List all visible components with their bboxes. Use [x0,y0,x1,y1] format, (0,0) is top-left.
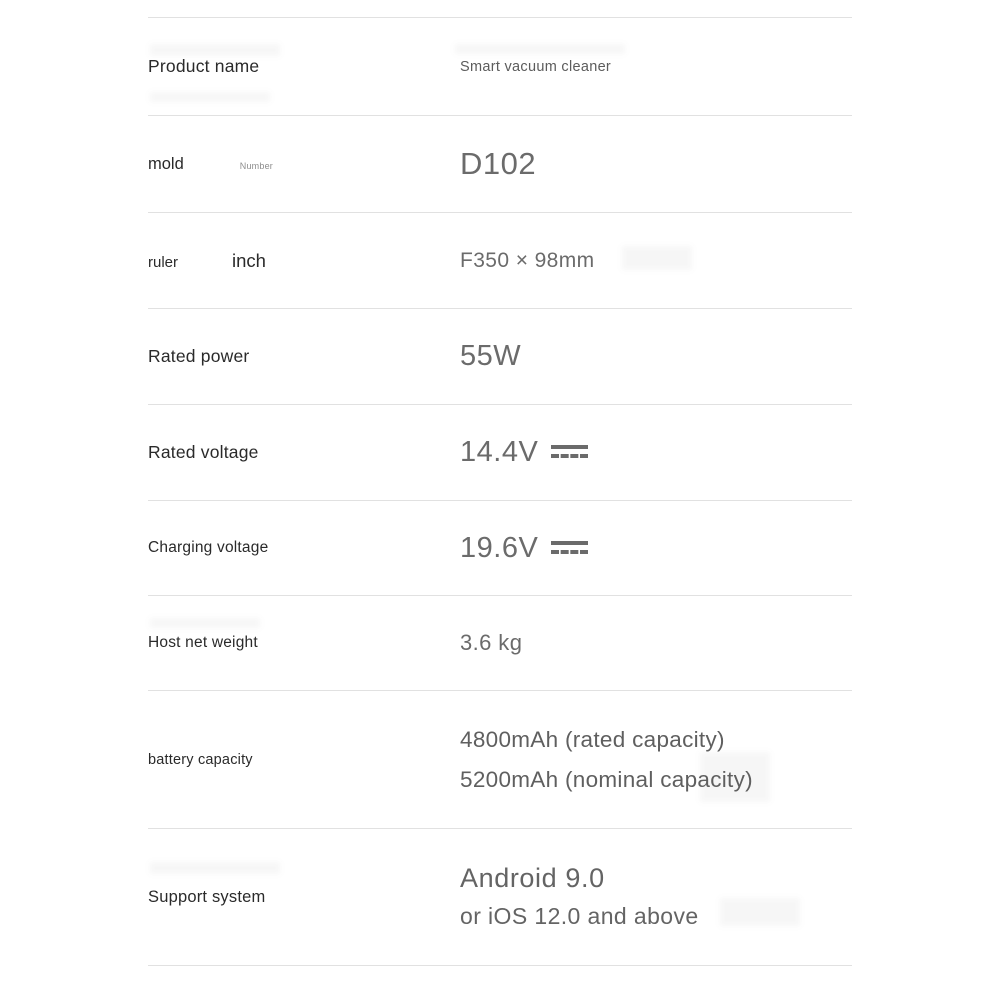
spec-label-cell [148,250,460,272]
spec-label-cell [148,634,460,652]
spec-value-cell [460,58,852,76]
value-battery-nominal: 5200mAh (nominal capacity) [460,766,753,792]
spec-label-cell [148,539,460,557]
value-net-weight: 3.6 kg [460,630,523,655]
spec-row-battery-capacity [148,690,852,828]
label-battery-capacity: battery capacity [148,751,253,768]
spec-value-cell [460,249,852,273]
value-size: F350 × 98mm [460,248,595,272]
spec-value-cell [460,630,852,656]
spec-row-rated-voltage [148,404,852,500]
label-number: Number [239,160,273,171]
dc-current-icon [551,445,588,458]
value-rated-power: 55W [460,340,522,372]
spec-value-cell [460,532,852,565]
spec-label-cell [148,888,460,907]
spec-row-size [148,212,852,308]
label-support-system: Support system [148,887,266,906]
spec-value-cell [460,436,852,469]
spec-row-charging-voltage [148,500,852,595]
spec-table [148,17,852,966]
label-inch: inch [232,249,266,271]
value-ios-version: or iOS 12.0 and above [460,903,699,929]
label-net-weight: Host net weight [148,634,258,651]
value-product-name: Smart vacuum cleaner [460,58,612,75]
spec-row-product-name [148,17,852,115]
value-charging-voltage: 19.6V [460,531,539,564]
spec-value-cell [460,720,852,800]
spec-row-support-system [148,828,852,966]
spec-label-cell [148,155,460,174]
label-mold: mold [148,154,184,173]
spec-row-rated-power [148,308,852,404]
label-rated-power: Rated power [148,346,250,366]
value-model-number: D102 [460,146,537,181]
value-android-version: Android 9.0 [460,863,605,893]
spec-value-cell [460,859,852,935]
spec-value-cell [460,146,852,182]
value-rated-voltage: 14.4V [460,436,539,468]
label-ruler: ruler [148,253,179,271]
spec-row-net-weight [148,595,852,690]
label-rated-voltage: Rated voltage [148,442,259,462]
spec-label-cell [148,442,460,463]
label-charging-voltage: Charging voltage [148,539,269,556]
spec-value-cell [460,340,852,373]
value-battery-rated: 4800mAh (rated capacity) [460,726,725,752]
spec-label-cell [148,346,460,367]
label-product-name: Product name [148,56,260,76]
spec-label-cell [148,752,460,768]
spec-row-model-number [148,115,852,212]
dc-current-icon [551,541,588,554]
spec-label-cell [148,56,460,77]
